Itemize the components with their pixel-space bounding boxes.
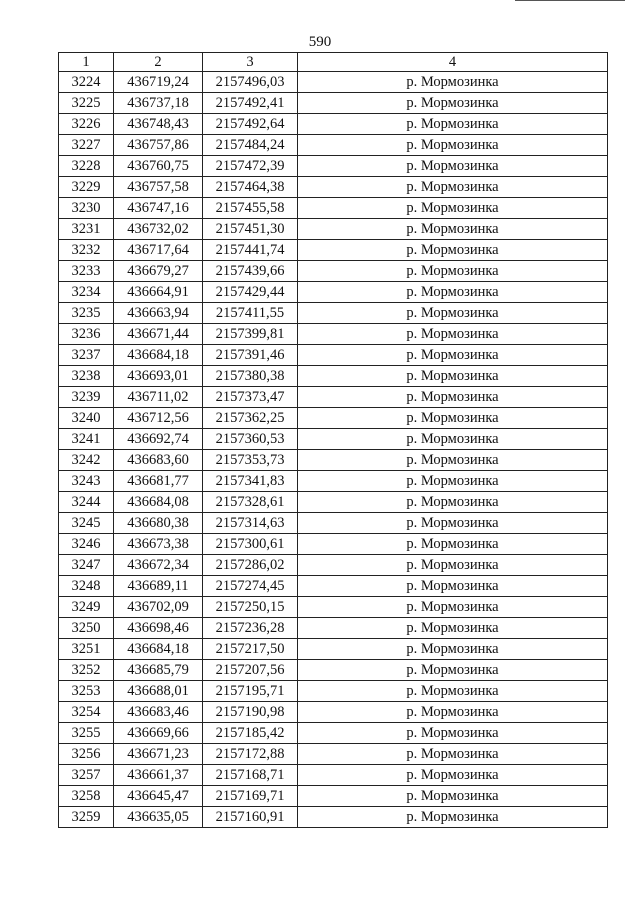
y-coordinate-cell: 2157373,47	[203, 387, 298, 408]
x-coordinate-cell: 436683,46	[114, 702, 203, 723]
y-coordinate-cell: 2157380,38	[203, 366, 298, 387]
point-number-cell: 3225	[59, 93, 114, 114]
table-row	[59, 702, 608, 723]
description-cell: р. Мормозинка	[298, 765, 608, 786]
description-cell: р. Мормозинка	[298, 198, 608, 219]
x-coordinate-cell: 436664,91	[114, 282, 203, 303]
description-cell: р. Мормозинка	[298, 597, 608, 618]
description-cell: р. Мормозинка	[298, 534, 608, 555]
table-row	[59, 219, 608, 240]
y-coordinate-cell: 2157160,91	[203, 807, 298, 828]
description-cell: р. Мормозинка	[298, 618, 608, 639]
y-coordinate-cell: 2157353,73	[203, 450, 298, 471]
table-row	[59, 114, 608, 135]
table-row	[59, 555, 608, 576]
description-cell: р. Мормозинка	[298, 786, 608, 807]
y-coordinate-cell: 2157328,61	[203, 492, 298, 513]
y-coordinate-cell: 2157286,02	[203, 555, 298, 576]
y-coordinate-cell: 2157341,83	[203, 471, 298, 492]
point-number-cell: 3240	[59, 408, 114, 429]
table-row	[59, 471, 608, 492]
x-coordinate-cell: 436663,94	[114, 303, 203, 324]
description-cell: р. Мормозинка	[298, 135, 608, 156]
y-coordinate-cell: 2157185,42	[203, 723, 298, 744]
y-coordinate-cell: 2157492,41	[203, 93, 298, 114]
point-number-cell: 3237	[59, 345, 114, 366]
column-header-4: 4	[298, 53, 608, 72]
y-coordinate-cell: 2157250,15	[203, 597, 298, 618]
y-coordinate-cell: 2157472,39	[203, 156, 298, 177]
description-cell: р. Мормозинка	[298, 345, 608, 366]
description-cell: р. Мормозинка	[298, 702, 608, 723]
x-coordinate-cell: 436719,24	[114, 72, 203, 93]
description-cell: р. Мормозинка	[298, 261, 608, 282]
table-row	[59, 597, 608, 618]
point-number-cell: 3232	[59, 240, 114, 261]
table-body	[59, 72, 608, 828]
table-row	[59, 786, 608, 807]
y-coordinate-cell: 2157484,24	[203, 135, 298, 156]
point-number-cell: 3236	[59, 324, 114, 345]
y-coordinate-cell: 2157362,25	[203, 408, 298, 429]
point-number-cell: 3226	[59, 114, 114, 135]
point-number-cell: 3255	[59, 723, 114, 744]
y-coordinate-cell: 2157217,50	[203, 639, 298, 660]
point-number-cell: 3224	[59, 72, 114, 93]
x-coordinate-cell: 436672,34	[114, 555, 203, 576]
x-coordinate-cell: 436689,11	[114, 576, 203, 597]
point-number-cell: 3231	[59, 219, 114, 240]
table-row	[59, 303, 608, 324]
table-row	[59, 282, 608, 303]
point-number-cell: 3234	[59, 282, 114, 303]
description-cell: р. Мормозинка	[298, 72, 608, 93]
point-number-cell: 3252	[59, 660, 114, 681]
x-coordinate-cell: 436712,56	[114, 408, 203, 429]
point-number-cell: 3250	[59, 618, 114, 639]
point-number-cell: 3238	[59, 366, 114, 387]
description-cell: р. Мормозинка	[298, 576, 608, 597]
y-coordinate-cell: 2157172,88	[203, 744, 298, 765]
x-coordinate-cell: 436693,01	[114, 366, 203, 387]
description-cell: р. Мормозинка	[298, 93, 608, 114]
table-row	[59, 807, 608, 828]
table-row	[59, 261, 608, 282]
y-coordinate-cell: 2157439,66	[203, 261, 298, 282]
y-coordinate-cell: 2157300,61	[203, 534, 298, 555]
description-cell: р. Мормозинка	[298, 471, 608, 492]
description-cell: р. Мормозинка	[298, 723, 608, 744]
point-number-cell: 3259	[59, 807, 114, 828]
x-coordinate-cell: 436671,23	[114, 744, 203, 765]
table-row	[59, 744, 608, 765]
y-coordinate-cell: 2157496,03	[203, 72, 298, 93]
x-coordinate-cell: 436679,27	[114, 261, 203, 282]
y-coordinate-cell: 2157391,46	[203, 345, 298, 366]
table-row	[59, 72, 608, 93]
x-coordinate-cell: 436698,46	[114, 618, 203, 639]
y-coordinate-cell: 2157441,74	[203, 240, 298, 261]
table-row	[59, 240, 608, 261]
y-coordinate-cell: 2157464,38	[203, 177, 298, 198]
column-header-1: 1	[59, 53, 114, 72]
point-number-cell: 3258	[59, 786, 114, 807]
table-row	[59, 765, 608, 786]
y-coordinate-cell: 2157455,58	[203, 198, 298, 219]
table-row	[59, 93, 608, 114]
table-row	[59, 429, 608, 450]
point-number-cell: 3235	[59, 303, 114, 324]
y-coordinate-cell: 2157195,71	[203, 681, 298, 702]
y-coordinate-cell: 2157451,30	[203, 219, 298, 240]
x-coordinate-cell: 436692,74	[114, 429, 203, 450]
table-row	[59, 135, 608, 156]
y-coordinate-cell: 2157190,98	[203, 702, 298, 723]
x-coordinate-cell: 436661,37	[114, 765, 203, 786]
y-coordinate-cell: 2157399,81	[203, 324, 298, 345]
table-row	[59, 198, 608, 219]
y-coordinate-cell: 2157360,53	[203, 429, 298, 450]
y-coordinate-cell: 2157207,56	[203, 660, 298, 681]
description-cell: р. Мормозинка	[298, 681, 608, 702]
point-number-cell: 3244	[59, 492, 114, 513]
table-row	[59, 177, 608, 198]
description-cell: р. Мормозинка	[298, 492, 608, 513]
x-coordinate-cell: 436669,66	[114, 723, 203, 744]
x-coordinate-cell: 436671,44	[114, 324, 203, 345]
x-coordinate-cell: 436748,43	[114, 114, 203, 135]
x-coordinate-cell: 436760,75	[114, 156, 203, 177]
point-number-cell: 3243	[59, 471, 114, 492]
x-coordinate-cell: 436681,77	[114, 471, 203, 492]
point-number-cell: 3256	[59, 744, 114, 765]
description-cell: р. Мормозинка	[298, 408, 608, 429]
table-row	[59, 387, 608, 408]
x-coordinate-cell: 436680,38	[114, 513, 203, 534]
description-cell: р. Мормозинка	[298, 450, 608, 471]
page-number: 590	[308, 34, 332, 50]
description-cell: р. Мормозинка	[298, 303, 608, 324]
x-coordinate-cell: 436673,38	[114, 534, 203, 555]
description-cell: р. Мормозинка	[298, 114, 608, 135]
y-coordinate-cell: 2157411,55	[203, 303, 298, 324]
description-cell: р. Мормозинка	[298, 744, 608, 765]
point-number-cell: 3245	[59, 513, 114, 534]
table-row	[59, 576, 608, 597]
point-number-cell: 3248	[59, 576, 114, 597]
x-coordinate-cell: 436717,64	[114, 240, 203, 261]
table-row	[59, 723, 608, 744]
point-number-cell: 3246	[59, 534, 114, 555]
point-number-cell: 3253	[59, 681, 114, 702]
table-row	[59, 618, 608, 639]
description-cell: р. Мормозинка	[298, 324, 608, 345]
point-number-cell: 3239	[59, 387, 114, 408]
table-row	[59, 681, 608, 702]
x-coordinate-cell: 436757,86	[114, 135, 203, 156]
x-coordinate-cell: 436684,18	[114, 639, 203, 660]
table-row	[59, 366, 608, 387]
y-coordinate-cell: 2157236,28	[203, 618, 298, 639]
description-cell: р. Мормозинка	[298, 639, 608, 660]
description-cell: р. Мормозинка	[298, 555, 608, 576]
point-number-cell: 3247	[59, 555, 114, 576]
table-row	[59, 639, 608, 660]
y-coordinate-cell: 2157169,71	[203, 786, 298, 807]
table-header-row	[59, 53, 608, 72]
description-cell: р. Мормозинка	[298, 513, 608, 534]
y-coordinate-cell: 2157429,44	[203, 282, 298, 303]
point-number-cell: 3227	[59, 135, 114, 156]
x-coordinate-cell: 436702,09	[114, 597, 203, 618]
x-coordinate-cell: 436732,02	[114, 219, 203, 240]
x-coordinate-cell: 436684,18	[114, 345, 203, 366]
table-row	[59, 450, 608, 471]
point-number-cell: 3241	[59, 429, 114, 450]
description-cell: р. Мормозинка	[298, 177, 608, 198]
description-cell: р. Мормозинка	[298, 240, 608, 261]
x-coordinate-cell: 436684,08	[114, 492, 203, 513]
y-coordinate-cell: 2157492,64	[203, 114, 298, 135]
table-row	[59, 492, 608, 513]
description-cell: р. Мормозинка	[298, 282, 608, 303]
x-coordinate-cell: 436685,79	[114, 660, 203, 681]
coordinates-table	[58, 52, 608, 828]
point-number-cell: 3233	[59, 261, 114, 282]
description-cell: р. Мормозинка	[298, 387, 608, 408]
description-cell: р. Мормозинка	[298, 219, 608, 240]
x-coordinate-cell: 436645,47	[114, 786, 203, 807]
table-row	[59, 345, 608, 366]
point-number-cell: 3251	[59, 639, 114, 660]
point-number-cell: 3228	[59, 156, 114, 177]
description-cell: р. Мормозинка	[298, 366, 608, 387]
column-header-3: 3	[203, 53, 298, 72]
point-number-cell: 3257	[59, 765, 114, 786]
x-coordinate-cell: 436737,18	[114, 93, 203, 114]
table-row	[59, 660, 608, 681]
x-coordinate-cell: 436757,58	[114, 177, 203, 198]
x-coordinate-cell: 436635,05	[114, 807, 203, 828]
description-cell: р. Мормозинка	[298, 429, 608, 450]
x-coordinate-cell: 436683,60	[114, 450, 203, 471]
y-coordinate-cell: 2157314,63	[203, 513, 298, 534]
point-number-cell: 3229	[59, 177, 114, 198]
scan-edge-line	[515, 0, 625, 1]
table-row	[59, 156, 608, 177]
description-cell: р. Мормозинка	[298, 660, 608, 681]
point-number-cell: 3230	[59, 198, 114, 219]
point-number-cell: 3242	[59, 450, 114, 471]
y-coordinate-cell: 2157168,71	[203, 765, 298, 786]
table-row	[59, 513, 608, 534]
point-number-cell: 3249	[59, 597, 114, 618]
table-row	[59, 408, 608, 429]
description-cell: р. Мормозинка	[298, 156, 608, 177]
x-coordinate-cell: 436688,01	[114, 681, 203, 702]
x-coordinate-cell: 436747,16	[114, 198, 203, 219]
column-header-2: 2	[114, 53, 203, 72]
y-coordinate-cell: 2157274,45	[203, 576, 298, 597]
table-row	[59, 534, 608, 555]
x-coordinate-cell: 436711,02	[114, 387, 203, 408]
table-row	[59, 324, 608, 345]
point-number-cell: 3254	[59, 702, 114, 723]
description-cell: р. Мормозинка	[298, 807, 608, 828]
